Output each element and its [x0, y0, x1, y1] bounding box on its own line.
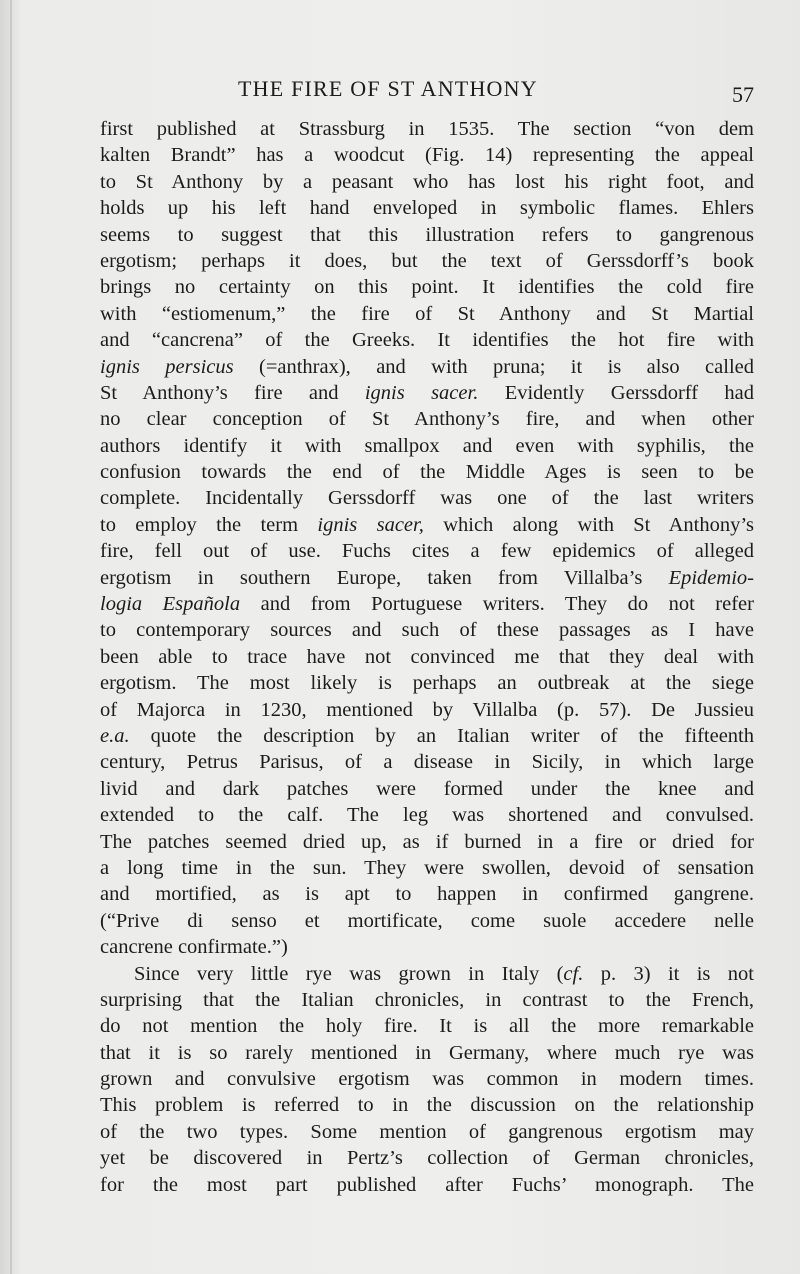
text-span: fire, fell out of use. Fuchs cites a few epidemics of alleged: [100, 540, 754, 563]
text-span: quote the description by an Italian writer of the fifteenth: [129, 724, 754, 747]
text-line: for the most part published after Fuchs’ monograph. The: [100, 1173, 754, 1196]
text-span: to employ the term: [100, 513, 318, 536]
text-line: confusion towards the end of the Middle Ages is seen to be: [100, 461, 754, 484]
text-line: [100, 538, 754, 564]
text-line: authors identify it with smallpox and even with syphilis, the: [100, 434, 754, 457]
running-head: [100, 70, 756, 110]
text-line: century, Petrus Parisus, of a disease in Sicily, in which large: [100, 751, 754, 774]
text-span: Evidently Gerssdorff had: [478, 381, 755, 404]
text-line: surprising that the Italian chronicles, in contrast to the French,: [100, 988, 754, 1011]
text-line: grown and convulsive ergotism was common in modern times.: [100, 1068, 754, 1091]
text-line: The patches seemed dried up, as if burned in a fire or dried for: [100, 830, 754, 853]
text-line: kalten Brandt” has a woodcut (Fig. 14) representing the appeal: [100, 144, 754, 167]
text-line: seems to suggest that this illustration refers to gangrenous: [100, 223, 754, 246]
text-span: which along with St Anthony’s: [423, 513, 755, 536]
text-line: [100, 565, 754, 591]
text-span: ergotism in southern Europe, taken from Villalba’s: [100, 566, 669, 589]
italic-term: ignis sacer.: [364, 381, 479, 404]
text-line: brings no certainty on this point. It identifies the cold fire: [100, 276, 754, 299]
text-line: This problem is referred to in the discussion on the relationship: [100, 1094, 754, 1117]
text-line: livid and dark patches were formed under the knee and: [100, 777, 754, 800]
text-line: of the two types. Some mention of gangrenous ergotism may: [100, 1120, 754, 1143]
text-line: and “cancrena” of the Greeks. It identifies the hot fire with: [100, 329, 754, 352]
text-span: Since very little rye was grown in Italy (: [134, 962, 564, 985]
text-line: extended to the calf. The leg was shortened and convulsed.: [100, 804, 754, 827]
page-number: 57: [732, 82, 754, 107]
text-line: [100, 961, 754, 987]
text-line: cancrene confirmate.”): [100, 936, 288, 959]
text-line: been able to trace have not convinced me that they deal with: [100, 645, 754, 668]
italic-term: logia Española: [100, 593, 241, 616]
text-line: that it is so rarely mentioned in Germany, where much rye was: [100, 1041, 754, 1064]
text-line: no clear conception of St Anthony’s fire, and when other: [100, 408, 754, 431]
text-line: to St Anthony by a peasant who has lost his right foot, and: [100, 170, 754, 193]
text-line: do not mention the holy fire. It is all the more remarkable: [100, 1015, 754, 1038]
body-text: [100, 116, 754, 1198]
italic-term: e.a.: [100, 724, 130, 747]
text-line: and mortified, as is apt to happen in confirmed gangrene.: [100, 883, 754, 906]
text-line: ergotism. The most likely is perhaps an outbreak at the siege: [100, 672, 754, 695]
text-line: to contemporary sources and such of these passages as I have: [100, 619, 754, 642]
italic-term: cf.: [563, 962, 584, 985]
text-line: [100, 591, 754, 617]
text-line: yet be discovered in Pertz’s collection of German chronicles,: [100, 1147, 754, 1170]
text-line: with “estiomenum,” the fire of St Anthony and St Martial: [100, 302, 754, 325]
text-span: (=anthrax), and with pruna; it is also called: [233, 355, 754, 378]
text-line: [100, 380, 754, 406]
italic-term: ignis sacer,: [317, 513, 424, 536]
text-span: St Anthony’s fire and: [100, 381, 365, 404]
text-line: [100, 723, 754, 749]
text-line: of Majorca in 1230, mentioned by Villalba (p. 57). De Jussieu: [100, 698, 754, 721]
italic-term: ignis persicus: [100, 355, 234, 378]
text-line: first published at Strassburg in 1535. The section “von dem: [100, 118, 754, 140]
text-span: p. 3) it is not: [583, 962, 754, 985]
text-line: (“Prive di senso et mortificate, come suole accedere nelle: [100, 909, 754, 932]
text-line: holds up his left hand enveloped in symbolic flames. Ehlers: [100, 197, 754, 220]
italic-term: Epidemio-: [668, 566, 754, 589]
text-line: a long time in the sun. They were swollen, devoid of sensation: [100, 856, 754, 879]
text-line: ergotism; perhaps it does, but the text of Gerssdorff’s book: [100, 249, 754, 272]
text-line: complete. Incidentally Gerssdorff was one of the last writers: [100, 487, 754, 510]
text-span: and from Portuguese writers. They do not refer: [240, 593, 754, 616]
page-edge: [10, 0, 12, 1274]
text-line: [100, 354, 754, 380]
chapter-title: THE FIRE OF ST ANTHONY: [238, 76, 538, 101]
text-line: [100, 512, 754, 538]
